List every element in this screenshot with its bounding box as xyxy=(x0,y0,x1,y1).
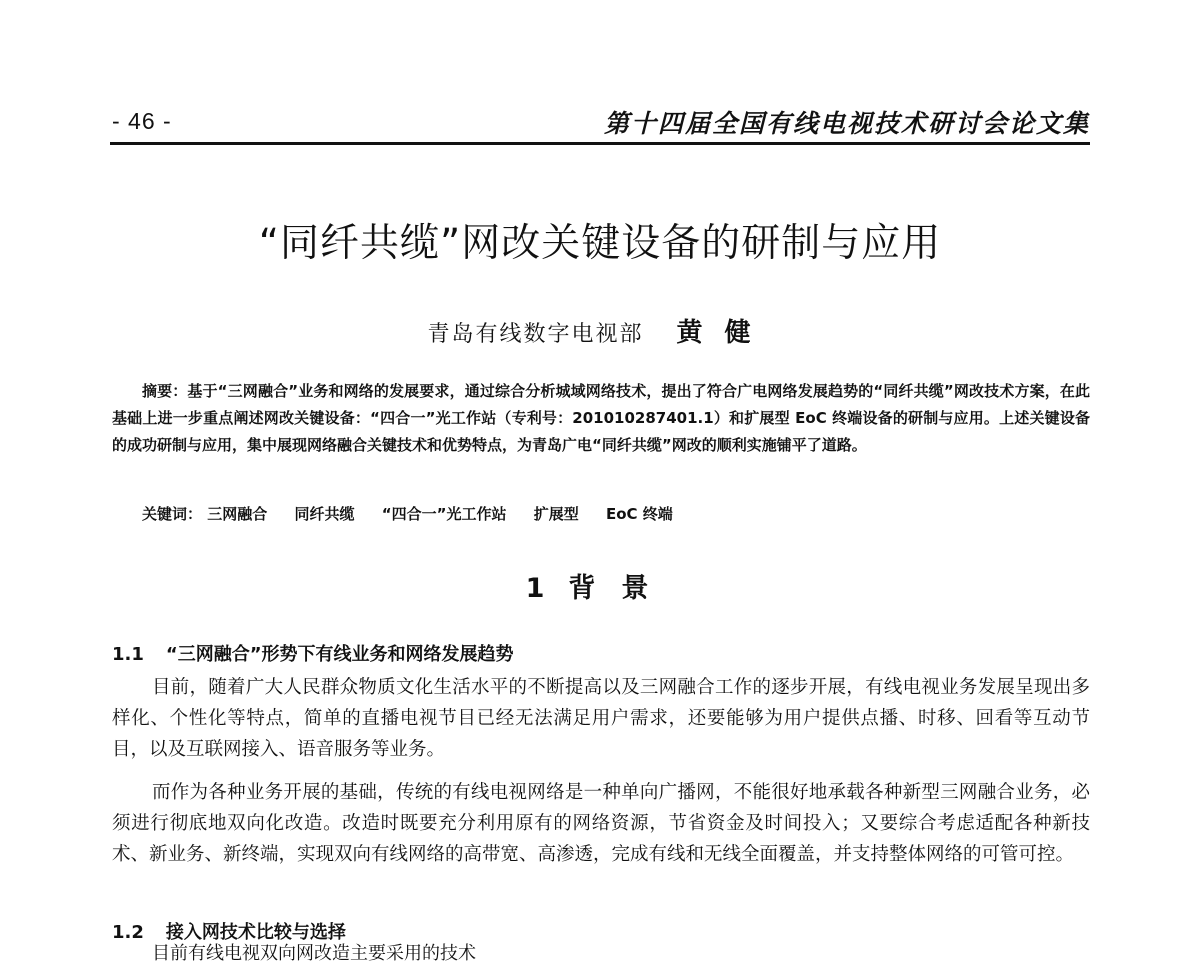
body-paragraph: 目前，随着广大人民群众物质文化生活水平的不断提高以及三网融合工作的逐步开展，有线电视业务发展呈现出多样化、个性化等特点，简单的直播电视节目已经无法满足用户需求，还要能够为用户提供点播、时移、回看等互动节目，以及互联网接入、语音服务等业务。 xyxy=(112,677,1090,760)
subsection-number: 1.2 xyxy=(112,922,144,943)
paper-title: “同纤共缆”网改关键设备的研制与应用 xyxy=(258,221,942,266)
header-divider xyxy=(110,142,1090,145)
subsection-heading xyxy=(112,640,514,666)
keyword: 同纤共缆 xyxy=(294,505,355,523)
subsection-number: 1.1 xyxy=(112,644,144,665)
author-affiliation: 青岛有线数字电视部 xyxy=(427,322,644,347)
keywords xyxy=(142,503,695,524)
cut-off-line: 目前有线电视双向网改造主要采用的技术 xyxy=(152,943,476,964)
keyword: 扩展型 xyxy=(533,505,579,523)
subsection-title: 接入网技术比较与选择 xyxy=(165,922,346,943)
keyword: “四合一”光工作站 xyxy=(381,505,507,523)
author-line xyxy=(0,312,1200,349)
journal-title: 第十四届全国有线电视技术研讨会论文集 xyxy=(603,109,1090,138)
keywords-label: 关键词： xyxy=(142,505,203,523)
abstract: 摘要：基于“三网融合”业务和网络的发展要求，通过综合分析城域网络技术，提出了符合广电网络发展趋势的“同纤共缆”网改技术方案，在此基础上进一步重点阐述网改关键设备：“四合一”光工作站（专利号：201010287401.1）和扩展型 EoC 终端设备的研制与应用。上述关键设备的成功研制与应用，集中展现网络融合关键技术和优势特点，为青岛广电“同纤共缆”网改的顺利实施铺平了道路。 xyxy=(112,382,1090,454)
subsection-title: “三网融合”形势下有线业务和网络发展趋势 xyxy=(165,644,514,665)
section-heading xyxy=(0,566,1200,605)
section-number: 1 xyxy=(525,573,545,604)
section-title: 背景 xyxy=(568,573,675,604)
body-paragraph: 而作为各种业务开展的基础，传统的有线电视网络是一种单向广播网，不能很好地承载各种新型三网融合业务，必须进行彻底地双向化改造。改造时既要充分利用原有的网络资源，节省资金及时间投入；又要综合考虑适配各种新技术、新业务、新终端，实现双向有线网络的高带宽、高渗透，完成有线和无线全面覆盖，并支持整体网络的可管可控。 xyxy=(112,782,1090,865)
keyword: 三网融合 xyxy=(207,505,268,523)
keyword: EoC 终端 xyxy=(605,505,673,523)
author-name: 黄健 xyxy=(676,318,773,348)
page-number: - 46 - xyxy=(112,108,172,134)
